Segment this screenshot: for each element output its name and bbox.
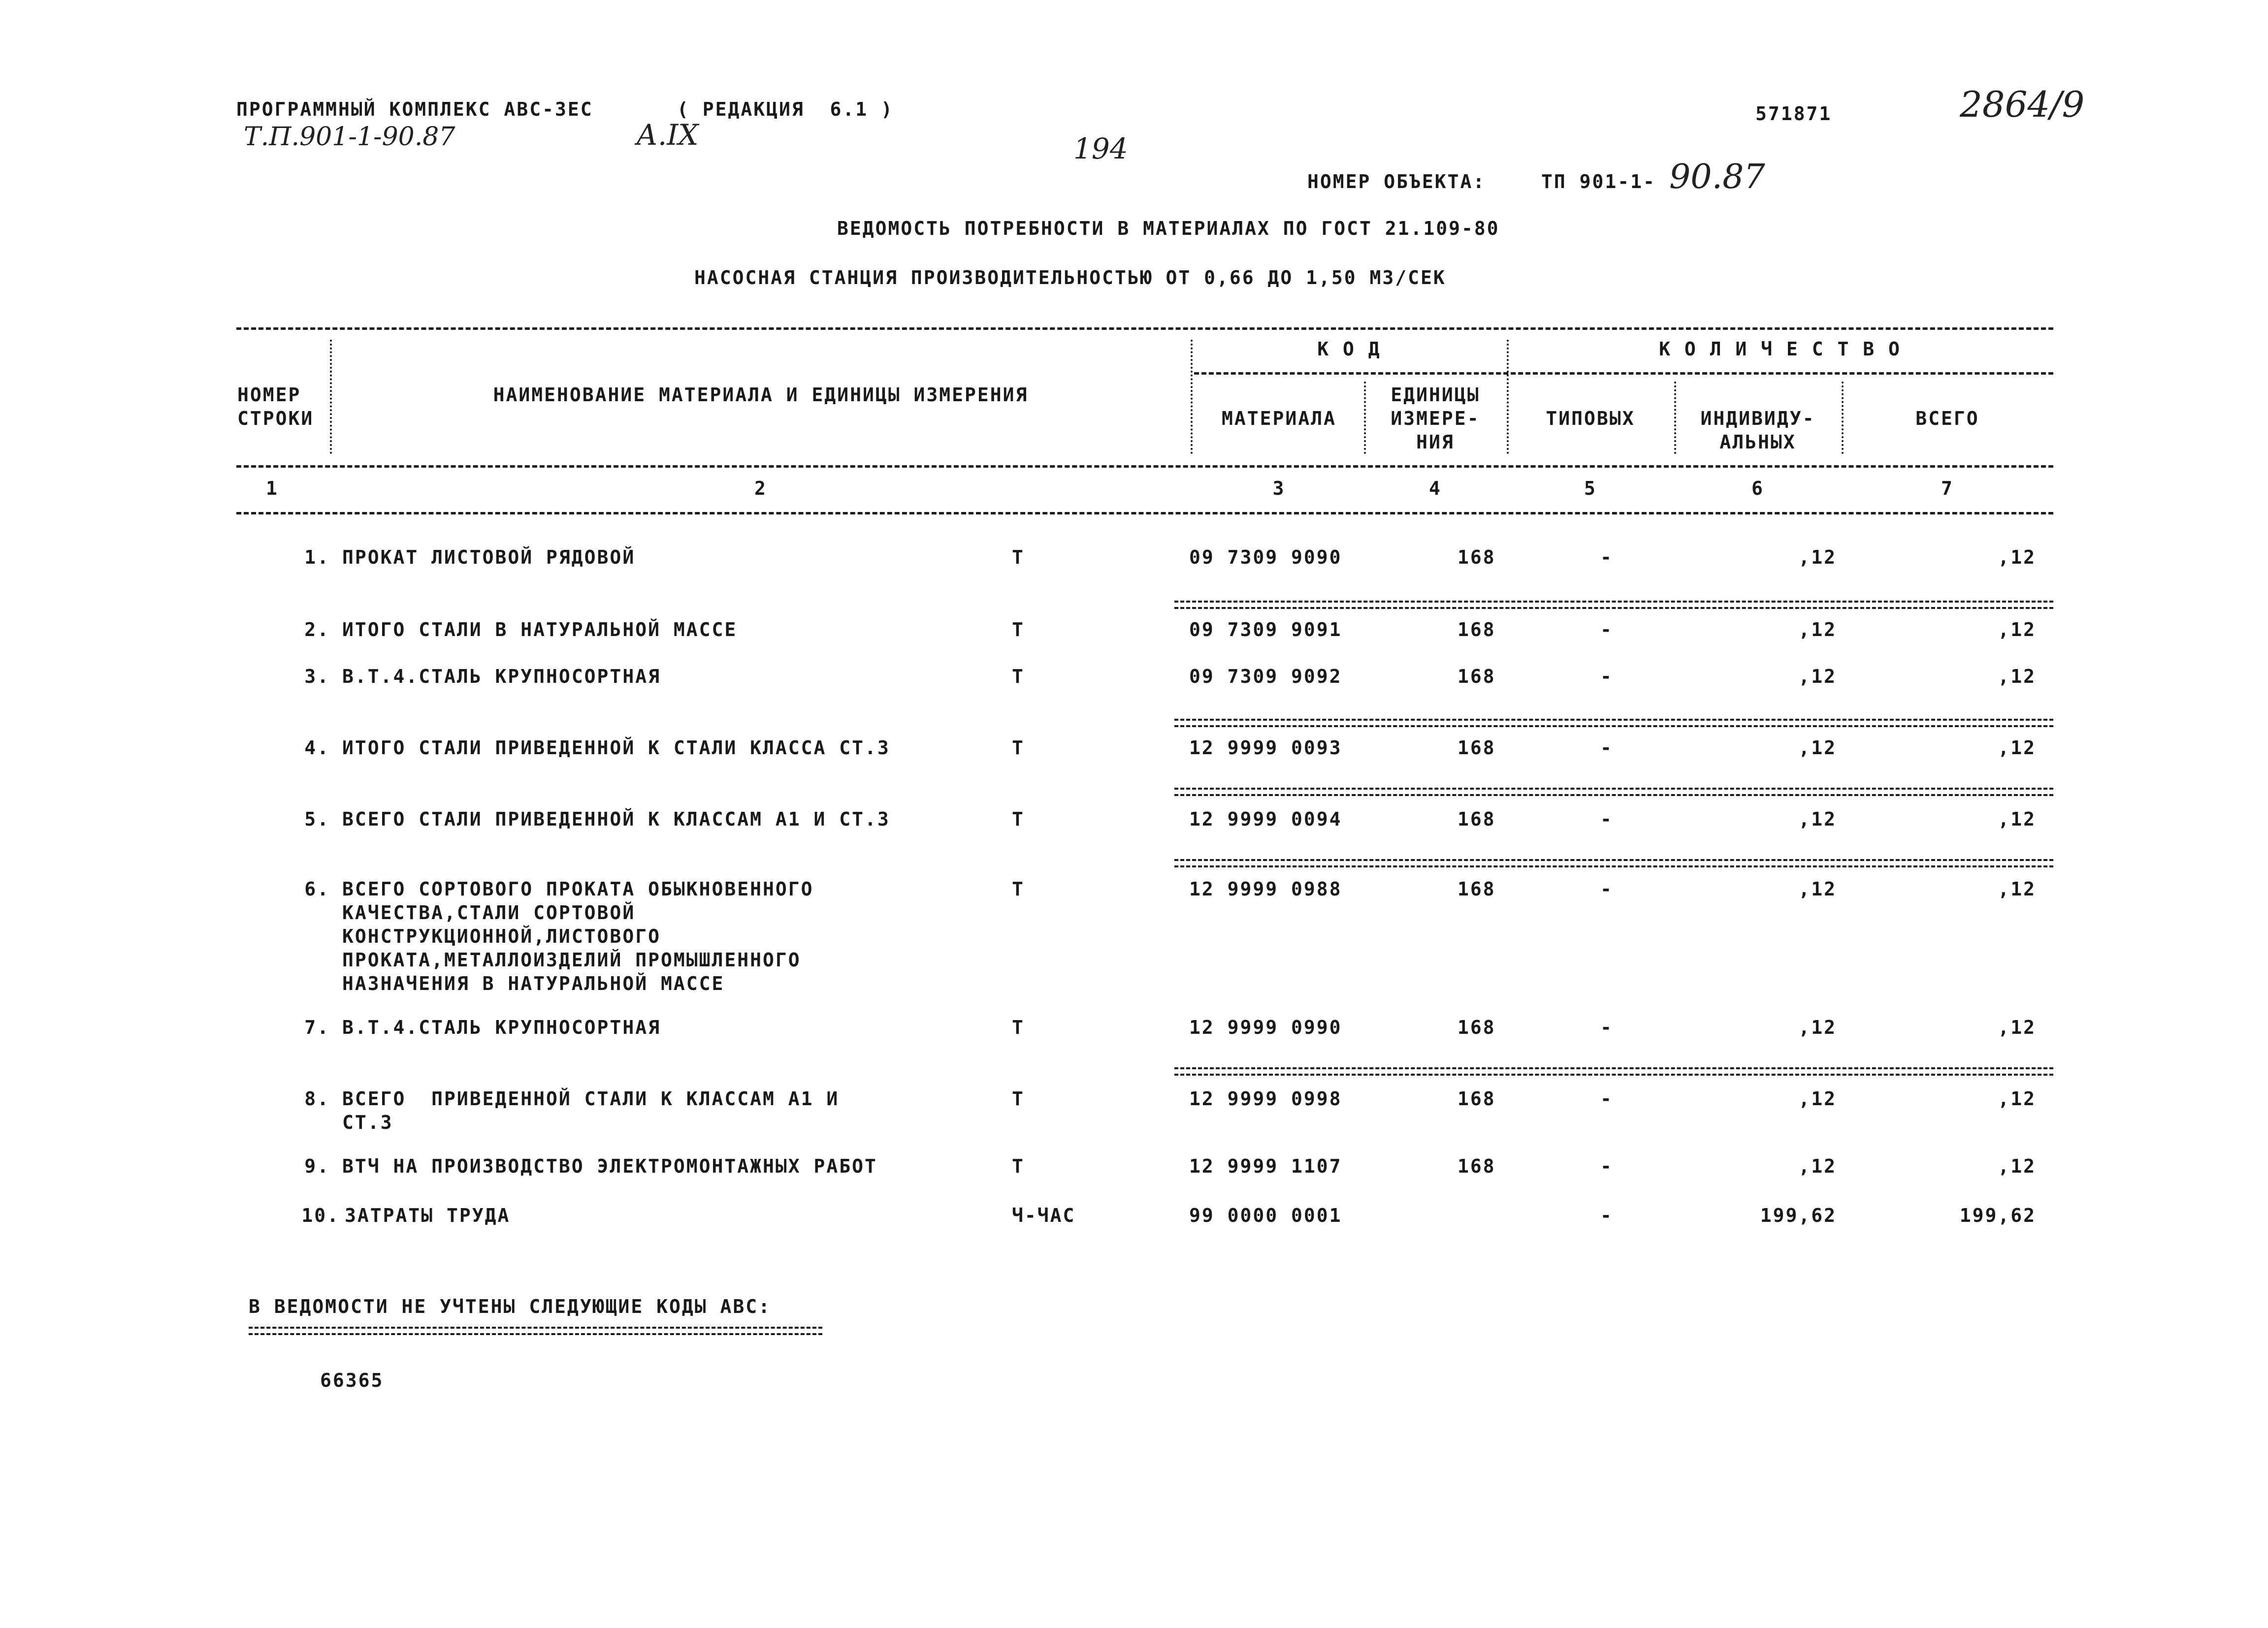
- individual-qty: ,12: [1798, 619, 1837, 640]
- double-rule: [1174, 719, 2053, 727]
- footer-note: В ВЕДОМОСТИ НЕ УЧТЕНЫ СЛЕДУЮЩИЕ КОДЫ АВС:: [249, 1296, 771, 1317]
- row-number: 4.: [304, 737, 330, 759]
- unit: Т: [1012, 546, 1025, 568]
- material-name-line: КАЧЕСТВА,СТАЛИ СОРТОВОЙ: [342, 902, 636, 924]
- typical-qty: -: [1600, 808, 1613, 830]
- program-name: ПРОГРАММНЫЙ КОМПЛЕКС АВС-3ЕС: [236, 98, 593, 120]
- unit: Т: [1012, 878, 1025, 900]
- col-sep-material: [1364, 382, 1366, 454]
- object-number-handwritten: 90.87: [1669, 158, 1765, 196]
- row-number: 6.: [304, 878, 330, 900]
- document-subtitle: НАСОСНАЯ СТАНЦИЯ ПРОИЗВОДИТЕЛЬНОСТЬЮ ОТ 0,66 ДО 1,50 М3/СЕК: [694, 267, 1446, 288]
- material-code: 12 9999 0094: [1189, 808, 1342, 830]
- material-name: ИТОГО СТАЛИ ПРИВЕДЕННОЙ К СТАЛИ КЛАССА СТ.3: [342, 737, 890, 759]
- material-name-line: НАЗНАЧЕНИЯ В НАТУРАЛЬНОЙ МАССЕ: [342, 973, 725, 994]
- individual-qty: ,12: [1798, 1088, 1837, 1110]
- unaccounted-code: 66365: [320, 1370, 384, 1391]
- object-number: ТП 901-1-: [1541, 171, 1656, 192]
- header-unit-code-1: ЕДИНИЦЫ: [1391, 384, 1480, 406]
- col-sep-num: [330, 340, 332, 454]
- typical-qty: -: [1600, 619, 1613, 640]
- unit-code: 168: [1458, 546, 1496, 568]
- typical-qty: -: [1600, 666, 1613, 687]
- header-row-number-2: СТРОКИ: [237, 408, 314, 429]
- material-name-line: ВСЕГО СОРТОВОГО ПРОКАТА ОБЫКНОВЕННОГО: [342, 878, 814, 900]
- header-individual-1: ИНДИВИДУ-: [1700, 408, 1815, 429]
- material-name-line: ВСЕГО ПРИВЕДЕННОЙ СТАЛИ К КЛАССАМ А1 И: [342, 1088, 840, 1110]
- individual-qty: ,12: [1798, 808, 1837, 830]
- material-name: ПРОКАТ ЛИСТОВОЙ РЯДОВОЙ: [342, 546, 636, 568]
- col-number-2: 2: [754, 478, 767, 499]
- unit: Т: [1012, 737, 1025, 759]
- unit-code: 168: [1458, 737, 1496, 759]
- material-name-line: СТ.3: [342, 1112, 393, 1133]
- col-number-4: 4: [1429, 478, 1442, 499]
- material-name: ВТЧ НА ПРОИЗВОДСТВО ЭЛЕКТРОМОНТАЖНЫХ РАБОТ: [342, 1155, 877, 1177]
- double-rule: [1174, 859, 2053, 867]
- total-qty: ,12: [1998, 1088, 2036, 1110]
- header-unit-code-2: ИЗМЕРЕ-: [1391, 408, 1480, 429]
- col-number-5: 5: [1584, 478, 1597, 499]
- material-name: ИТОГО СТАЛИ В НАТУРАЛЬНОЙ МАССЕ: [342, 619, 738, 640]
- material-code: 12 9999 0998: [1189, 1088, 1342, 1110]
- header-typical: ТИПОВЫХ: [1546, 408, 1635, 429]
- row-number: 9.: [304, 1155, 330, 1177]
- header-row-number-1: НОМЕР: [237, 384, 301, 406]
- material-code: 12 9999 1107: [1189, 1155, 1342, 1177]
- row-number: 1.: [304, 546, 330, 568]
- double-rule: [1174, 1067, 2053, 1076]
- total-qty: ,12: [1998, 1017, 2036, 1038]
- col-sep-code: [1507, 340, 1509, 454]
- material-name: В.Т.4.СТАЛЬ КРУПНОСОРТНАЯ: [342, 1017, 661, 1038]
- handwritten-sheet-ref: 2864/9: [1960, 84, 2085, 125]
- individual-qty: ,12: [1798, 666, 1837, 687]
- table-top-rule: [236, 327, 2053, 330]
- material-name-line: ПРОКАТА,МЕТАЛЛОИЗДЕЛИЙ ПРОМЫШЛЕННОГО: [342, 949, 801, 971]
- total-qty: ,12: [1998, 619, 2036, 640]
- typical-qty: -: [1600, 1155, 1613, 1177]
- header-total: ВСЕГО: [1915, 408, 1979, 429]
- handwritten-album: А.IX: [636, 118, 699, 152]
- row-number: 3.: [304, 666, 330, 687]
- material-code: 09 7309 9092: [1189, 666, 1342, 687]
- material-name: В.Т.4.СТАЛЬ КРУПНОСОРТНАЯ: [342, 666, 661, 687]
- unit-code: 168: [1458, 619, 1496, 640]
- row-number: 10.: [301, 1205, 340, 1226]
- col-sep-name: [1191, 340, 1193, 454]
- unit-code: 168: [1458, 666, 1496, 687]
- header-code-group: К О Д: [1317, 338, 1381, 360]
- footer-double-rule: [249, 1327, 822, 1335]
- material-code: 12 9999 0988: [1189, 878, 1342, 900]
- total-qty: ,12: [1998, 808, 2036, 830]
- col-number-6: 6: [1751, 478, 1764, 499]
- unit-code: 168: [1458, 1155, 1496, 1177]
- total-qty: ,12: [1998, 666, 2036, 687]
- object-label: НОМЕР ОБЪЕКТА:: [1307, 171, 1486, 192]
- row-number: 8.: [304, 1088, 330, 1110]
- header-material-name: НАИМЕНОВАНИЕ МАТЕРИАЛА И ЕДИНИЦЫ ИЗМЕРЕНИЯ: [493, 384, 1029, 406]
- unit: Т: [1012, 1155, 1025, 1177]
- typical-qty: -: [1600, 1017, 1613, 1038]
- total-qty: ,12: [1998, 737, 2036, 759]
- unit: Т: [1012, 666, 1025, 687]
- material-code: 09 7309 9090: [1189, 546, 1342, 568]
- individual-qty: ,12: [1798, 1017, 1837, 1038]
- material-code: 09 7309 9091: [1189, 619, 1342, 640]
- document-title: ВЕДОМОСТЬ ПОТРЕБНОСТИ В МАТЕРИАЛАХ ПО ГОСТ 21.109-80: [837, 218, 1500, 239]
- handwritten-project-ref: Т.П.901-1-90.87: [244, 122, 455, 152]
- unit-code: 168: [1458, 1017, 1496, 1038]
- material-name-line: КОНСТРУКЦИОННОЙ,ЛИСТОВОГО: [342, 926, 661, 947]
- individual-qty: ,12: [1798, 1155, 1837, 1177]
- column-number-rule: [236, 512, 2053, 514]
- material-code: 99 0000 0001: [1189, 1205, 1342, 1226]
- material-code: 12 9999 0990: [1189, 1017, 1342, 1038]
- unit-code: 168: [1458, 878, 1496, 900]
- typical-qty: -: [1600, 737, 1613, 759]
- typical-qty: -: [1600, 1088, 1613, 1110]
- total-qty: ,12: [1998, 546, 2036, 568]
- unit: Ч-ЧАС: [1012, 1205, 1076, 1226]
- col-number-3: 3: [1272, 478, 1286, 499]
- double-rule: [1174, 788, 2053, 796]
- unit: Т: [1012, 1088, 1025, 1110]
- typical-qty: -: [1600, 546, 1613, 568]
- row-number: 5.: [304, 808, 330, 830]
- header-subgroup-rule: [1194, 372, 2053, 375]
- unit: Т: [1012, 808, 1025, 830]
- unit: Т: [1012, 619, 1025, 640]
- row-number: 7.: [304, 1017, 330, 1038]
- material-code: 12 9999 0093: [1189, 737, 1342, 759]
- printout-code: 571871: [1755, 103, 1832, 125]
- edition: ( РЕДАКЦИЯ 6.1 ): [677, 98, 894, 120]
- typical-qty: -: [1600, 878, 1613, 900]
- col-number-1: 1: [266, 478, 279, 499]
- header-unit-code-3: НИЯ: [1416, 431, 1455, 453]
- col-sep-individual: [1842, 382, 1844, 454]
- header-individual-2: АЛЬНЫХ: [1719, 431, 1796, 453]
- handwritten-page-number: 194: [1073, 132, 1128, 165]
- unit: Т: [1012, 1017, 1025, 1038]
- unit-code: 168: [1458, 808, 1496, 830]
- material-name: ЗАТРАТЫ ТРУДА: [345, 1205, 511, 1226]
- double-rule: [1174, 601, 2053, 609]
- col-sep-typical: [1674, 382, 1676, 454]
- total-qty: 199,62: [1959, 1205, 2036, 1226]
- total-qty: ,12: [1998, 1155, 2036, 1177]
- header-material-code: МАТЕРИАЛА: [1222, 408, 1336, 429]
- individual-qty: ,12: [1798, 737, 1837, 759]
- material-name: ВСЕГО СТАЛИ ПРИВЕДЕННОЙ К КЛАССАМ А1 И СТ.3: [342, 808, 890, 830]
- typical-qty: -: [1600, 1205, 1613, 1226]
- unit-code: 168: [1458, 1088, 1496, 1110]
- individual-qty: 199,62: [1760, 1205, 1837, 1226]
- header-quantity-group: К О Л И Ч Е С Т В О: [1659, 338, 1901, 360]
- col-number-7: 7: [1941, 478, 1954, 499]
- individual-qty: ,12: [1798, 878, 1837, 900]
- individual-qty: ,12: [1798, 546, 1837, 568]
- row-number: 2.: [304, 619, 330, 640]
- total-qty: ,12: [1998, 878, 2036, 900]
- header-bottom-rule: [236, 465, 2053, 468]
